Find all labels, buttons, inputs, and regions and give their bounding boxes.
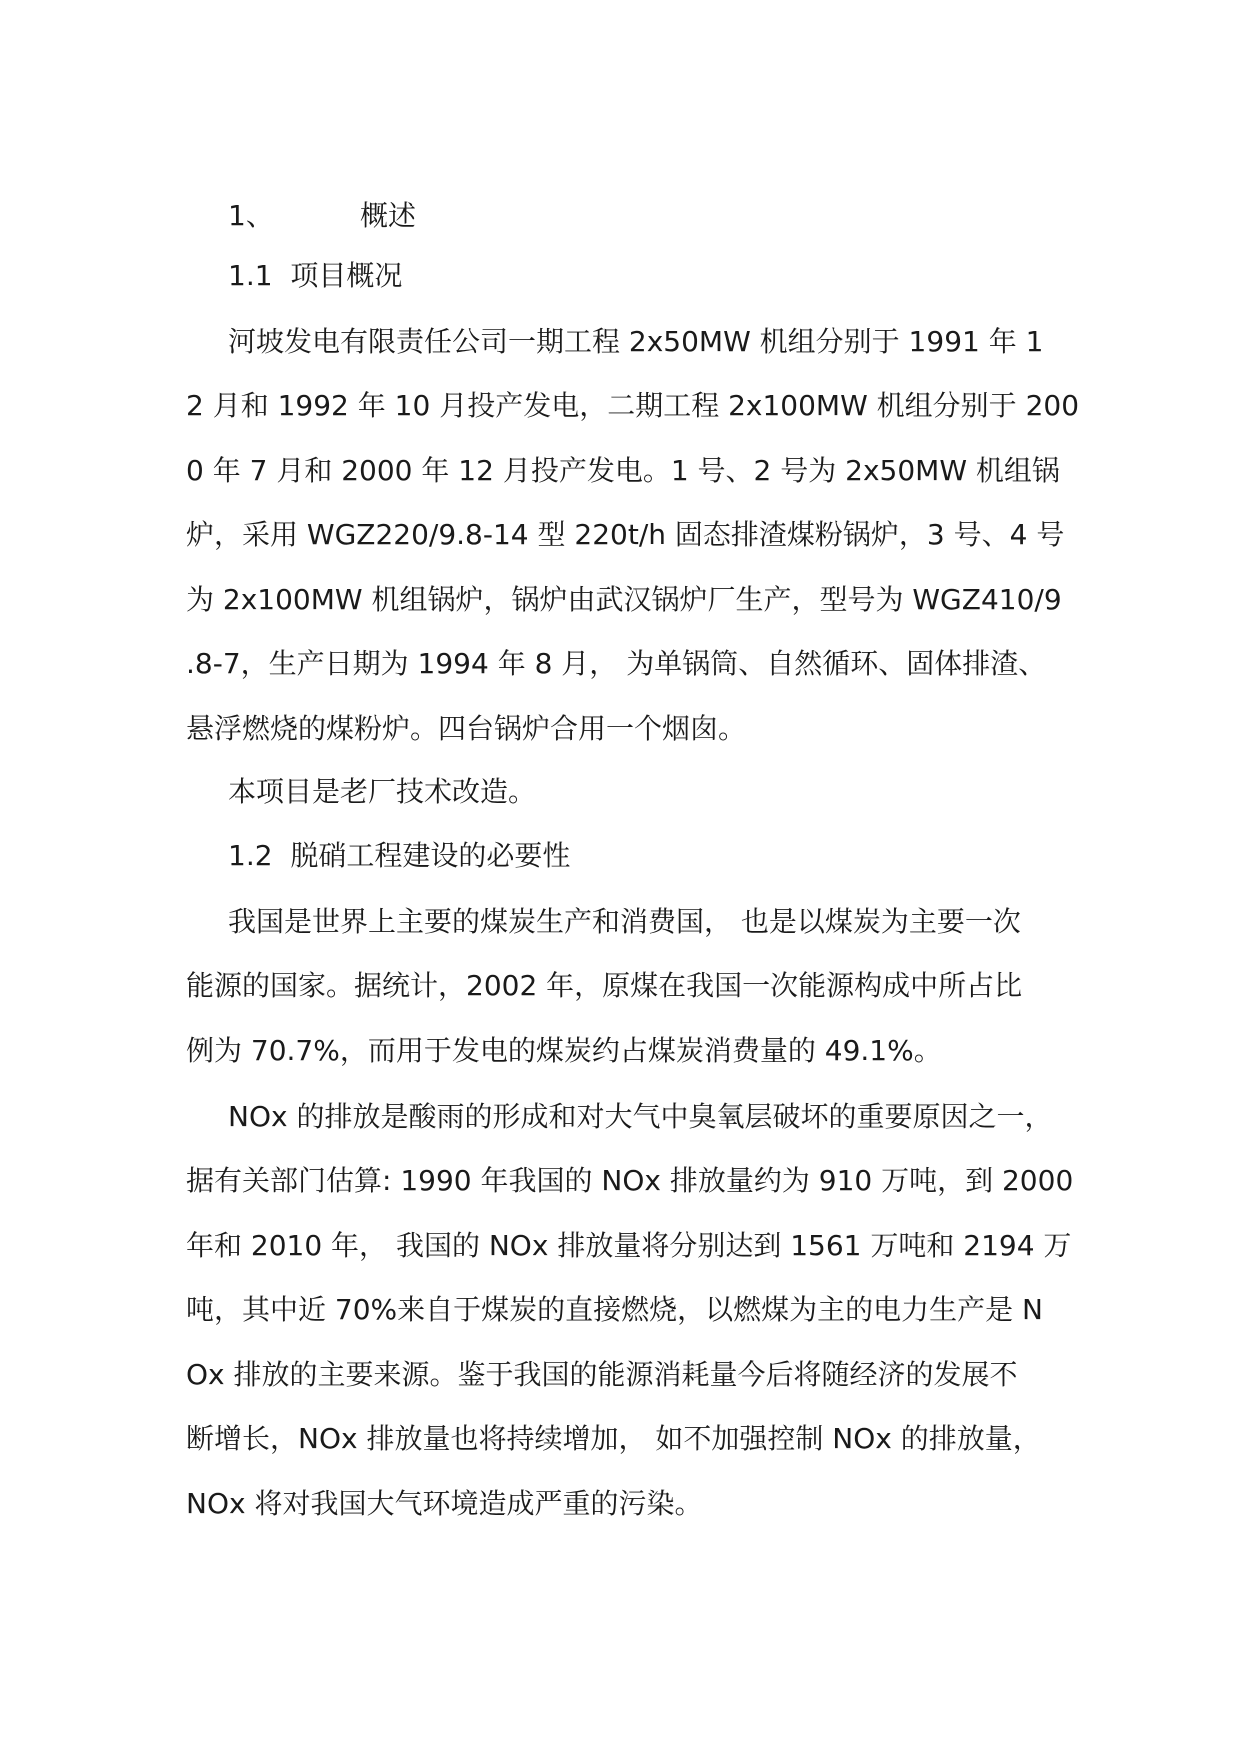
section-1-title: 概述: [360, 199, 417, 232]
paragraph-line: 能源的国家。据统计，2002 年，原煤在我国一次能源构成中所占比: [186, 969, 1023, 1002]
paragraph-line: NOx 的排放是酸雨的形成和对大气中臭氧层破坏的重要原因之一，: [228, 1100, 1053, 1133]
paragraph-line: 断增长，NOx 排放量也将持续增加， 如不加强控制 NOx 的排放量，: [186, 1422, 1041, 1455]
paragraph-line: 为 2x100MW 机组锅炉，锅炉由武汉锅炉厂生产，型号为 WGZ410/9: [186, 583, 1062, 616]
paragraph-line: 据有关部门估算: 1990 年我国的 NOx 排放量约为 910 万吨，到 2000: [186, 1164, 1074, 1197]
section-1-2-heading: 1.2 脱硝工程建设的必要性: [228, 839, 571, 872]
paragraph-line: 吨，其中近 70%来自于煤炭的直接燃烧，以燃煤为主的电力生产是 N: [186, 1293, 1043, 1326]
section-1-1-heading: 1.1 项目概况: [228, 259, 403, 292]
paragraph-line: 2 月和 1992 年 10 月投产发电，二期工程 2x100MW 机组分别于 200: [186, 389, 1080, 422]
paragraph-line: 炉，采用 WGZ220/9.8-14 型 220t/h 固态排渣煤粉锅炉，3 号、4 号: [186, 518, 1065, 551]
paragraph-line: 河坡发电有限责任公司一期工程 2x50MW 机组分别于 1991 年 1: [228, 325, 1044, 358]
paragraph-line: 例为 70.7%，而用于发电的煤炭约占煤炭消费量的 49.1%。: [186, 1034, 942, 1067]
paragraph-line: NOx 将对我国大气环境造成严重的污染。: [186, 1487, 703, 1520]
paragraph-line: 我国是世界上主要的煤炭生产和消费国， 也是以煤炭为主要一次: [228, 905, 1021, 938]
section-1-1-paragraph-2: 本项目是老厂技术改造。: [228, 775, 537, 808]
paragraph-line: 年和 2010 年， 我国的 NOx 排放量将分别达到 1561 万吨和 2194 万: [186, 1229, 1072, 1262]
paragraph-line: 悬浮燃烧的煤粉炉。四台锅炉合用一个烟囱。: [186, 712, 747, 745]
paragraph-line: .8-7，生产日期为 1994 年 8 月， 为单锅筒、自然循环、固体排渣、: [186, 647, 1047, 680]
section-1-number: 1、: [228, 199, 274, 232]
paragraph-line: 0 年 7 月和 2000 年 12 月投产发电。1 号、2 号为 2x50MW 机组锅: [186, 454, 1060, 487]
paragraph-line: Ox 排放的主要来源。鉴于我国的能源消耗量今后将随经济的发展不: [186, 1358, 1018, 1391]
